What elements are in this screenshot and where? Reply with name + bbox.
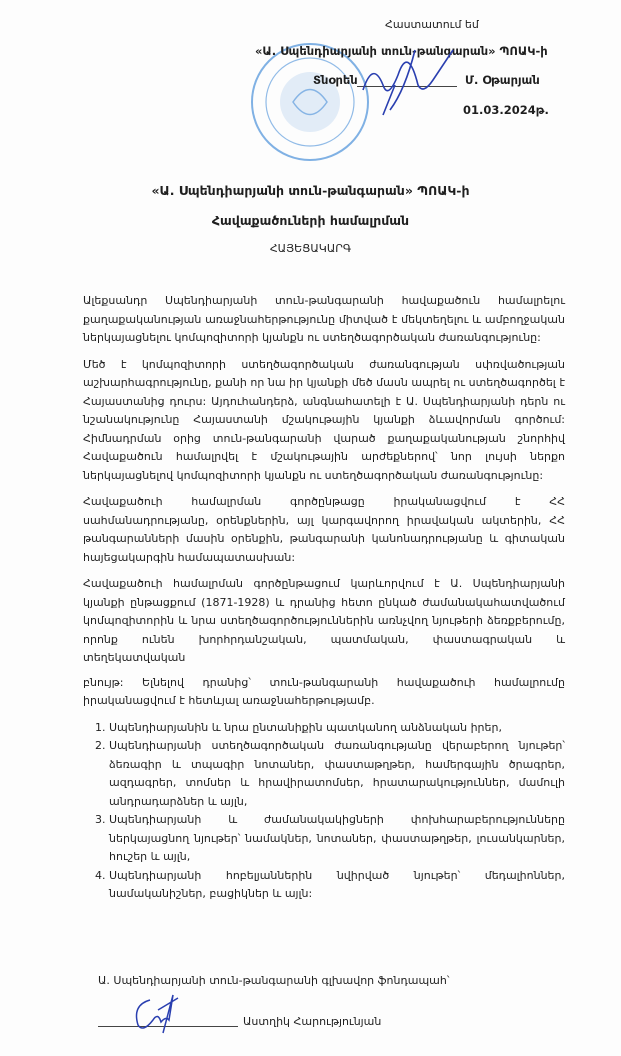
approval-position: Տնօրեն — [313, 73, 358, 87]
approval-date: 01.03.2024թ. — [463, 103, 549, 117]
director-name: Մ. Օթարյան — [465, 73, 540, 87]
heading-subject: Հավաքածուների համալրման — [211, 213, 410, 228]
director-signature — [355, 40, 465, 120]
approve-label: Հաստատում եմ — [385, 18, 479, 31]
paragraph-2: Մեծ է կոմպոզիտորի ստեղծագործական ժառանգության սփռվածության աշխարհագրությունը, քանի որ նա իր կյանքի մեծ մասն ապրել ու ստեղծագործել է Հայաստանից դուրս: Այդուհանդերձ, անգնահատելի է Ա. Սպենդիարյանի դերն ու նշանակությունը Հայաստանի մշակութային կյանքի ձևավորման գործում: Հիմնադրման օրից տուն-թանգարանի վարած քաղաքականության շնորհիվ Հավաքածուն համալրվել է մշակութային արժեքներով՝ նոր լույսի ներքո ներկայացնելով կոմպոզիտորի կյանքն ու ստեղծագործական ժառանգությունը: — [83, 357, 565, 482]
document-type: ՀԱՅԵՑԱԿԱՐԳ — [269, 242, 352, 255]
footer-name: Աստղիկ Հարությունյան — [243, 1015, 382, 1028]
list-item: 4. Սպենդիարյանի հոբելյաններին նվիրված նյութեր՝ մեդալիոններ, նամականիշներ, բացիկներ և այլն: — [109, 867, 565, 904]
paragraph-1: Ալեքսանդր Սպենդիարյանի տուն-թանգարանի հավաքածուն համալրելու քաղաքականության առաջնահերթությունը միտված է մեկտեղելու և ամբողջական ներկայացնելու կոմպոզիտորի կյանքն ու ստեղծագործական ժառանգությունը: — [83, 294, 565, 344]
list-item: 1. Սպենդիարյանին և նրա ընտանիքին պատկանող անձնական իրեր, — [109, 719, 565, 738]
paragraph-3: Հավաքածուի համալրման գործընթացը իրականացվում է ՀՀ սահմանադրությանը, օրենքներին, այլ կարգավորող իրավական ակտերին, ՀՀ թանգարանների մասին օրենքին, թանգարանի կանոնադրությանը և գիտական հայեցակարգին համապատասխան: — [83, 495, 565, 564]
list-item: 2. Սպենդիարյանի ստեղծագործական ժառանգությանը վերաբերող նյութեր՝ ձեռագիր և տպագիր նոտաներ, փաստաթղթեր, համերգային ծրագրեր, ազդագրեր, տոմսեր և հրավիրատոմսեր, հրատարակություններ, մամուլի անդրադարձներ և այլն, — [109, 737, 565, 811]
paragraph-5: բնույթ: Ելնելով դրանից՝ տուն-թանգարանի հավաքածուի համալրումը իրականացվում է հետևյալ առաջնահերթությամբ. — [83, 675, 565, 707]
list-item: 3. Սպենդիարյանի և ժամանակակիցների փոխհարաբերությունները ներկայացնող նյութեր՝ նամակներ, նոտաներ, փաստաթղթեր, լուսանկարներ, հուշեր և այլն, — [109, 811, 565, 867]
priority-list — [83, 719, 565, 904]
paragraph-4: Հավաքածուի համալրման գործընթացում կարևորվում է Ա. Սպենդիարյանի կյանքի ընթացքում (1871-1928) և դրանից հետո ընկած ժամանակահատվածում կոմպոզիտորին և նրա ստեղծագործություններին առնչվող նյութերի ձեռքբերումը, որոնք ունեն խորհրդանշական, պատմական, փաստագրական և տեղեկատվական — [83, 577, 565, 664]
heading-org: «Ա. Սպենդիարյանի տուն-թանգարան» ՊՈԱԿ-ի — [151, 183, 470, 198]
approval-org: «Ա. Սպենդիարյանի տուն-թանգարան» ՊՈԱԿ-ի — [255, 44, 548, 58]
document-body — [83, 292, 565, 904]
footer-position: Ա. Սպենդիարյանի տուն-թանգարանի գլխավոր ֆոնդապահ՝ — [98, 974, 450, 987]
curator-signature — [128, 990, 188, 1035]
